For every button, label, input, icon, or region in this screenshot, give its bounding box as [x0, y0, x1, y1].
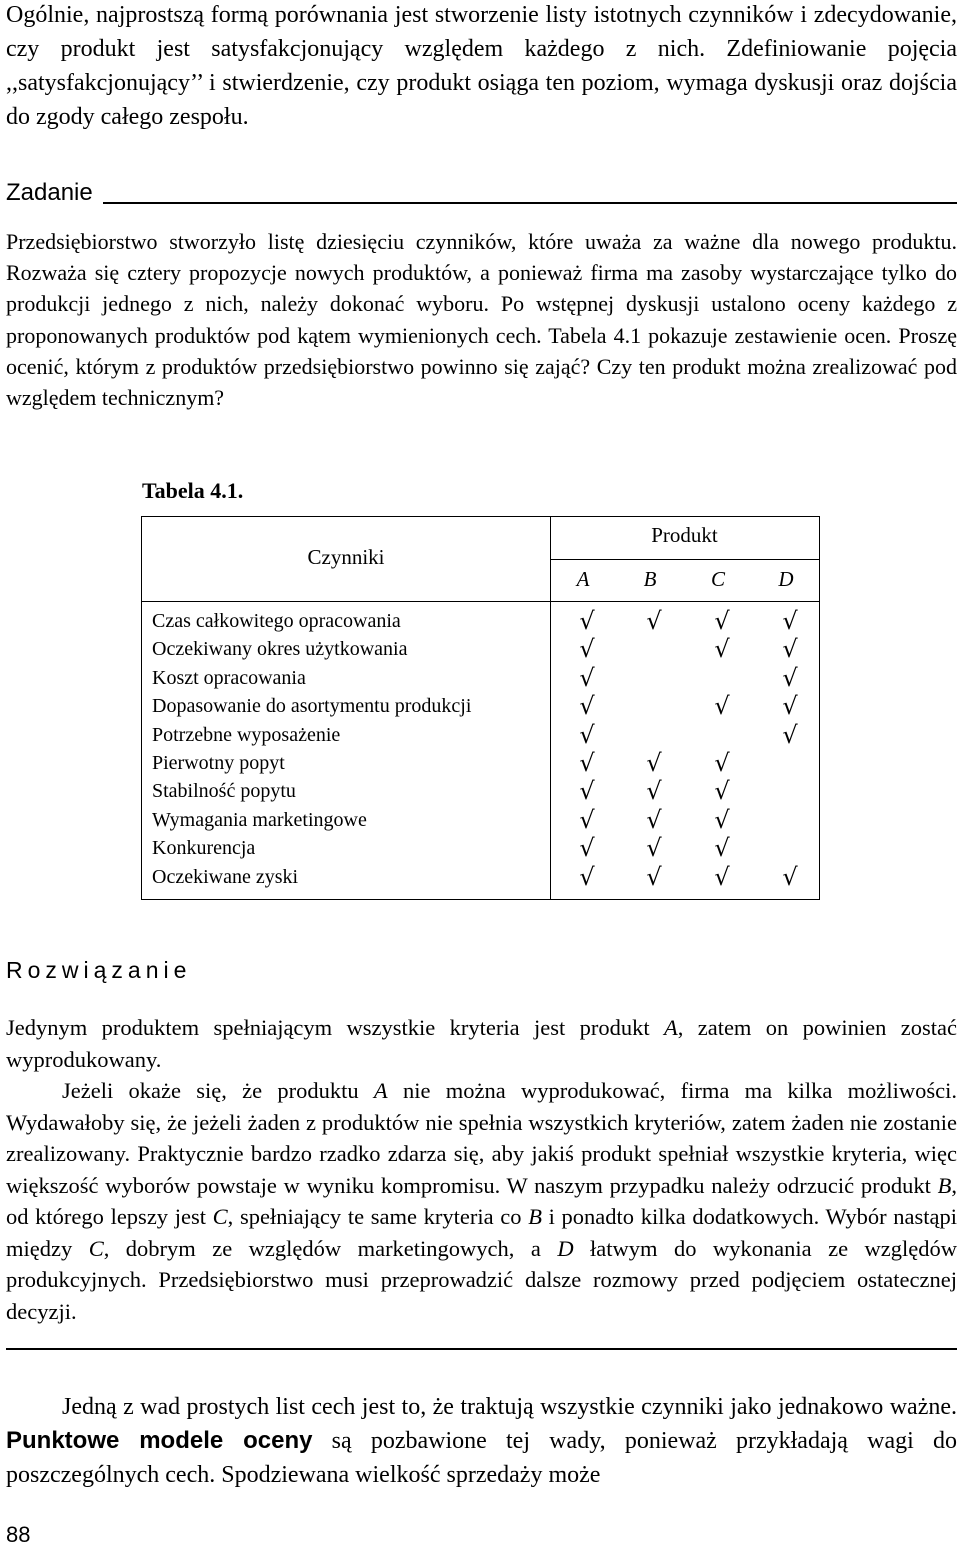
check-mark-a: √	[579, 663, 595, 692]
product-ref: A	[373, 1078, 388, 1103]
table-row	[142, 834, 819, 862]
solution-paragraph-1: Jedynym produktem spełniającym wszystkie kryteria jest produkt A, zatem on powinien zostać wyprodukowany.	[6, 1015, 957, 1072]
factor-label: Konkurencja	[152, 837, 256, 860]
product-ref: A	[663, 1015, 678, 1040]
table-caption: Tabela 4.1.	[142, 478, 244, 503]
table-divider-header	[142, 601, 819, 602]
product-column-header: Produkt	[651, 523, 718, 547]
solution-paragraph-2: Jeżeli okaże się, że produktu A nie można wyprodukować, firma ma kilka możliwości. Wydawałoby się, że jeżeli żaden z produktów nie spełnia wszystkich kryteriów, zatem żaden nie zostanie zrealizowany. Praktycznie bardzo rzadko zdarza się, aby jakiś produkt spełniał wszystkie kryteria, więc większość wyborów powstaje w wyniku kompromisu. W naszym przypadku należy odrzucić produkt B, od którego lepszy jest C, spełniający te same kryteria co B i ponadto kilka dodatkowych. Wybór nastąpi między C, dobrym ze względów marketingowych, a D łatwym do wykonania ze względów produkcyjnych. Przedsiębiorstwo musi przeprowadzić dalsze rozmowy przed podjęciem ostatecznej decyzji.	[6, 1078, 957, 1324]
check-mark-c: √	[714, 635, 730, 664]
product-letters-row	[550, 567, 819, 597]
check-mark-a: √	[579, 635, 595, 664]
task-paragraph: Przedsiębiorstwo stworzyło listę dziesięciu czynników, które uważa za ważne dla nowego produktu. Rozważa się cztery propozycje nowych produktów, a ponieważ firma ma zasoby wystarczające tylko do produkcji jednego z nich, należy dokonać wyboru. Po wstępnej dyskusji ustalono oceny każdego z proponowanych produktów pod kątem wymienionych cech. Tabela 4.1 pokazuje zestawienie ocen. Proszę ocenić, którym z produktów przedsiębiorstwo powinno się zająć? Czy ten produkt można zrealizować pod względem technicznym?	[6, 229, 957, 411]
product-letter-a: A	[576, 567, 590, 591]
factors-table	[141, 516, 820, 900]
page-number: 88	[6, 1522, 31, 1547]
factor-label: Dopasowanie do asortymentu produkcji	[152, 695, 472, 718]
intro-paragraph: Ogólnie, najprostszą formą porównania jest stworzenie listy istotnych czynników i zdecydowanie, czy produkt jest satysfakcjonujący względem każdego z nich. Zdefiniowanie pojęcia ,,satysfakcjonujący’’ i stwierdzenie, czy produkt osiąga ten poziom, wymaga dyskusji oraz dojścia do zgody całego zespołu.	[6, 2, 957, 130]
check-mark-a: √	[579, 720, 595, 749]
check-mark-a: √	[579, 834, 595, 863]
check-mark-d: √	[782, 635, 798, 664]
check-mark-c: √	[714, 834, 730, 863]
product-ref: B	[528, 1204, 542, 1229]
table-row	[142, 749, 819, 777]
solution-heading: Rozwiązanie	[6, 957, 192, 983]
check-mark-c: √	[714, 862, 730, 891]
table-row	[142, 664, 819, 692]
product-ref: C	[88, 1235, 104, 1261]
check-mark-d: √	[782, 663, 798, 692]
check-mark-a: √	[579, 862, 595, 891]
product-ref: C	[212, 1204, 228, 1229]
check-mark-c: √	[714, 692, 730, 721]
factor-label: Oczekiwane zyski	[152, 865, 299, 888]
table-row	[142, 721, 819, 749]
check-mark-d: √	[782, 692, 798, 721]
check-mark-c: √	[714, 607, 730, 635]
check-mark-d: √	[782, 607, 798, 635]
check-mark-b: √	[646, 862, 662, 891]
table-body	[142, 607, 819, 891]
check-mark-a: √	[579, 748, 595, 777]
section-end-rule	[6, 1348, 957, 1350]
factor-label: Wymagania marketingowe	[152, 808, 367, 831]
table-row	[142, 777, 819, 805]
factor-label: Koszt opracowania	[152, 666, 306, 689]
factor-label: Pierwotny popyt	[152, 751, 285, 774]
closing-paragraph: Jedną z wad prostych list cech jest to, że traktują wszystkie czynniki jako jednakowo ważne. Punktowe modele oceny są pozbawione tej wady, ponieważ przykładają wagi do poszczególnych cech. Spodziewana wielkość sprzedaży może	[6, 1394, 957, 1488]
product-ref: D	[557, 1235, 574, 1261]
table-divider-product	[550, 559, 819, 560]
check-mark-a: √	[579, 777, 595, 806]
product-letter-b: B	[643, 567, 657, 591]
bold-term: Punktowe modele oceny	[6, 1427, 313, 1454]
task-heading-row	[6, 176, 957, 210]
task-heading-rule	[103, 202, 957, 204]
table-row	[142, 692, 819, 720]
check-mark-d: √	[782, 720, 798, 749]
check-mark-a: √	[579, 607, 595, 635]
check-mark-b: √	[646, 805, 662, 834]
table-row	[142, 607, 819, 635]
check-mark-b: √	[646, 748, 662, 777]
factor-label: Czas całkowitego opracowania	[152, 610, 401, 632]
check-mark-a: √	[579, 692, 595, 721]
factor-label: Stabilność popytu	[152, 780, 296, 803]
factor-label: Potrzebne wyposażenie	[152, 723, 341, 746]
task-heading: Zadanie	[6, 179, 93, 206]
table-row	[142, 635, 819, 663]
product-ref: B	[937, 1172, 952, 1198]
check-mark-b: √	[646, 777, 662, 806]
table-row	[142, 863, 819, 891]
check-mark-c: √	[714, 777, 730, 806]
factors-column-header: Czynniki	[307, 545, 385, 569]
product-letter-d: D	[778, 567, 794, 591]
check-mark-c: √	[714, 748, 730, 777]
product-letter-c: C	[710, 567, 725, 591]
check-mark-b: √	[646, 607, 662, 635]
check-mark-a: √	[579, 805, 595, 834]
factor-label: Oczekiwany okres użytkowania	[152, 638, 408, 661]
table-row	[142, 806, 819, 834]
check-mark-b: √	[646, 834, 662, 863]
check-mark-d: √	[782, 862, 798, 891]
check-mark-c: √	[714, 805, 730, 834]
